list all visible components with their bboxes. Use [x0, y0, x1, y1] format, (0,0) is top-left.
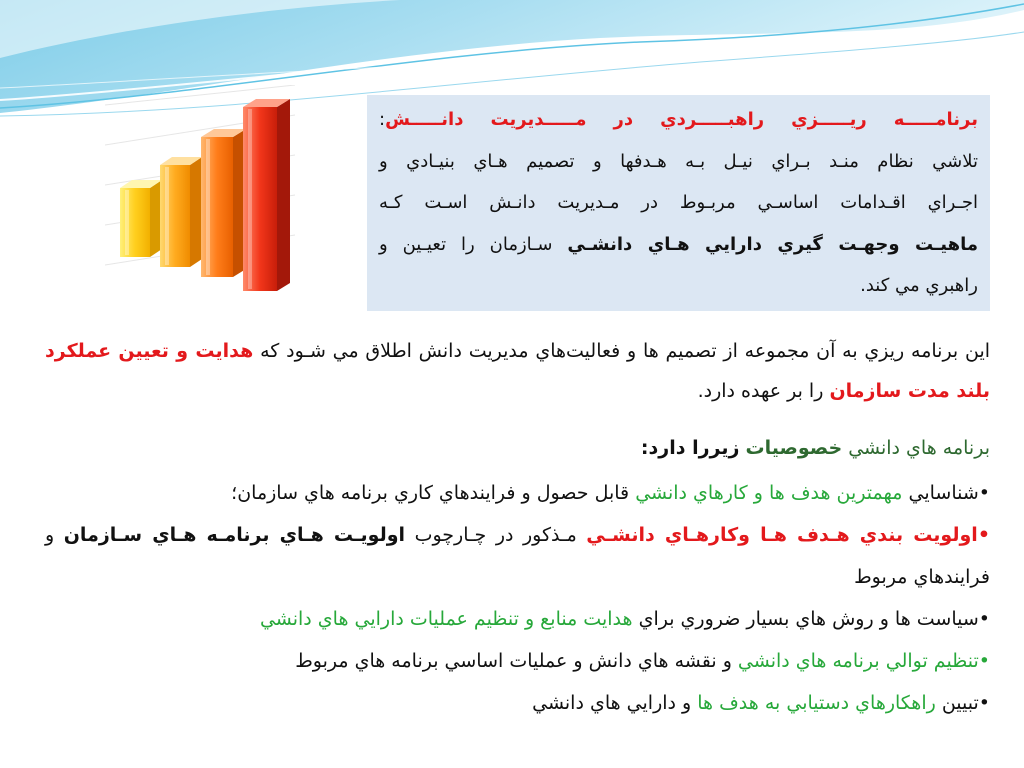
- list-item: [45, 472, 990, 514]
- features-heading-subject: برنامه هاي دانشي: [848, 437, 990, 459]
- definition-title-line: [379, 99, 978, 141]
- item-4-highlight: تنظيم توالي برنامه هاي دانشي: [737, 650, 979, 672]
- intro-highlight: هدايت و تعيين عملکرد بلند مدت سازمان: [45, 340, 990, 402]
- item-1-highlight: مهمترين هدف ها و کارهاي دانشي: [635, 482, 903, 504]
- definition-bold-phrase: ماهيـت وجهـت گيري دارايي هـاي دانشـي: [567, 233, 978, 255]
- features-heading: [45, 428, 990, 468]
- bullet: •: [978, 482, 990, 504]
- definition-line-5: راهبري مي کند.: [860, 275, 978, 296]
- list-item: [45, 682, 990, 724]
- definition-line-2: تلاشي نظام منـد بـراي نيـل بـه هـدفها و تصميم هـاي بنيـادي و: [379, 150, 978, 172]
- item-1-after: قابل حصول و فرايندهاي کاري برنامه هاي سازمان؛: [231, 482, 630, 504]
- item-2-bold: اولويـت هـاي برنامـه هـاي سـازمان: [63, 524, 406, 546]
- intro-text-after: را بر عهده دارد.: [697, 380, 824, 402]
- list-item: [45, 640, 990, 682]
- item-3-before: سياست ها و روش هاي بسيار ضروري براي: [638, 608, 979, 630]
- item-5-before: تبيين: [941, 692, 979, 714]
- item-1-before: شناسايي: [908, 482, 979, 504]
- item-2-middle: مـذکور در چـارچوب: [414, 524, 577, 546]
- item-4-after: و نقشه هاي دانش و عمليات اساسي برنامه هاي مربوط: [295, 650, 732, 672]
- bar-3: [201, 129, 246, 277]
- bullet: •: [978, 608, 990, 630]
- item-2-highlight: اولويت بندي هـدف هـا وکارهـاي دانشـي: [586, 524, 978, 546]
- 3d-bar-chart-picture: [95, 85, 295, 300]
- definition-line-3: اجـراي اقـدامات اساسـي مربـوط در مـديريت دانـش اسـت کـه: [379, 192, 978, 213]
- features-list: [45, 472, 990, 724]
- bullet: •: [978, 650, 990, 672]
- bar-2: [160, 157, 202, 267]
- item-5-after: و دارايي هاي دانشي: [532, 692, 692, 714]
- definition-box: [367, 95, 990, 311]
- bar-4: [243, 99, 290, 291]
- definition-title: برنامـــــه ريـــــزي راهبـــــردي در مـــــديريت دانـــــش: [385, 109, 978, 130]
- intro-text-before: اين برنامه ريزي به آن مجموعه از تصميم ها و فعاليت‌هاي مديريت دانش اطلاق مي شـود که: [260, 340, 991, 362]
- item-5-highlight: راهکارهاي دستيابي به هدف ها: [697, 692, 936, 714]
- bar-1: [120, 180, 162, 257]
- item-3-highlight: هدايت منابع و تنظيم عمليات دارايي هاي دانشي: [259, 608, 633, 630]
- list-item: [45, 514, 990, 598]
- definition-line-4-rest: سـازمان را تعيـين و: [379, 233, 553, 255]
- features-heading-keyword: خصوصيات: [745, 437, 843, 459]
- definition-title-colon: :: [379, 109, 386, 130]
- item-2-after: و فرايندهاي مربوط: [45, 524, 990, 588]
- bullet: •: [977, 524, 990, 546]
- intro-paragraph: [45, 331, 990, 411]
- bullet: •: [978, 692, 990, 714]
- features-heading-rest: زيررا دارد:: [640, 437, 740, 459]
- definition-line-4: [379, 224, 978, 266]
- list-item: [45, 598, 990, 640]
